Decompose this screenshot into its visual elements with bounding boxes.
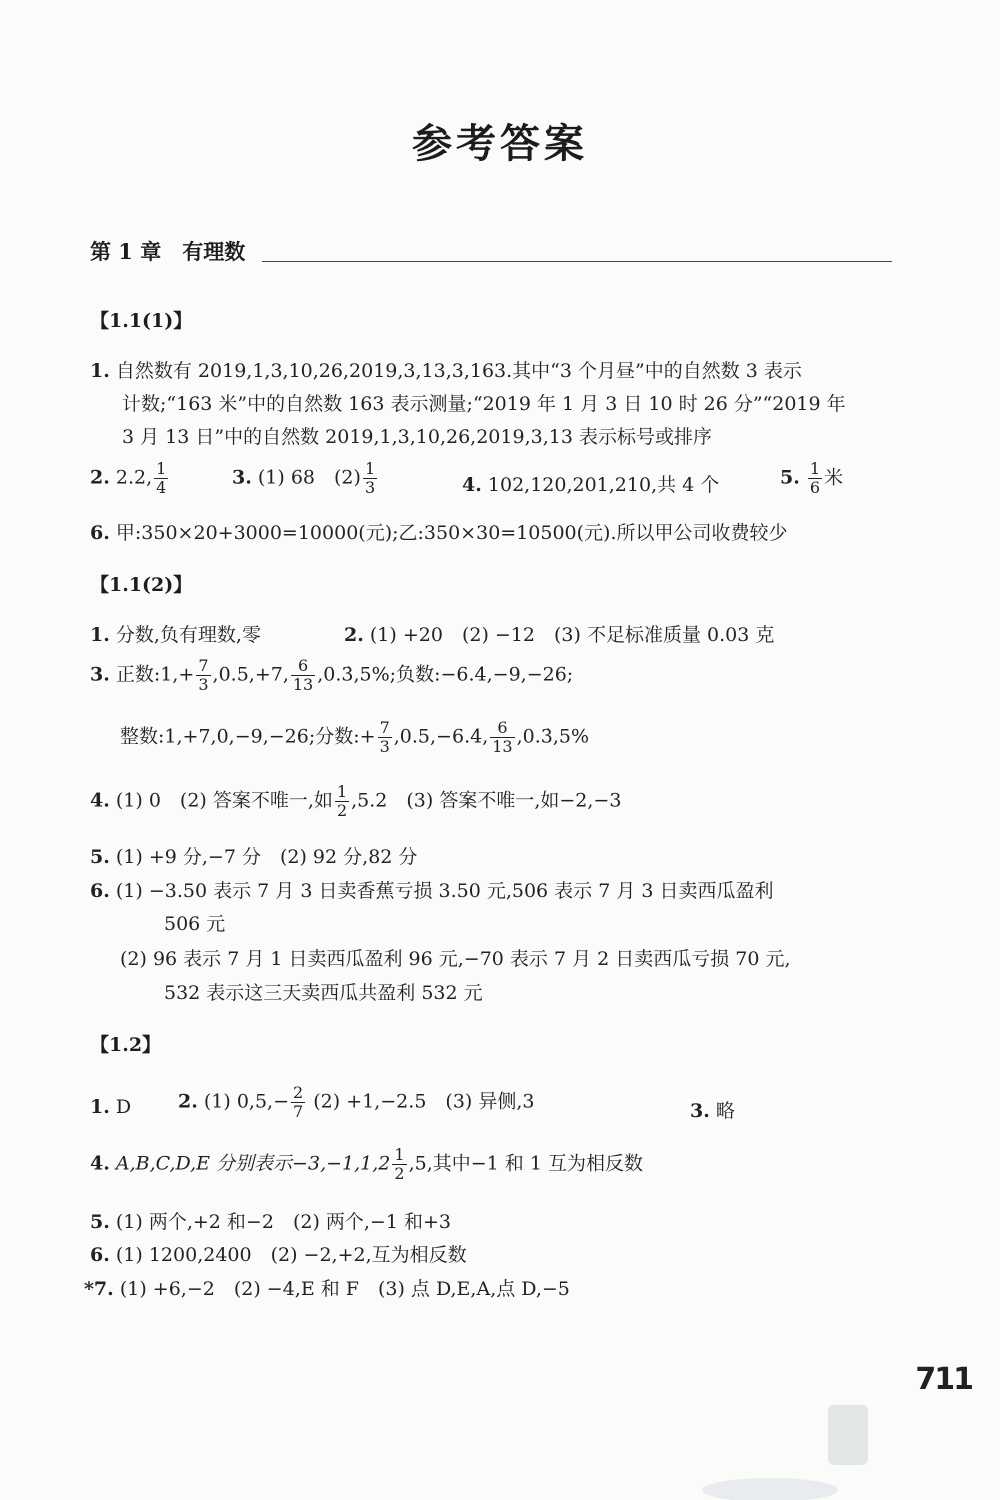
answer-1-1-2-q4	[90, 783, 621, 820]
answer-1-1-1-q1-line1	[90, 356, 802, 383]
question-number: 1.	[90, 1096, 110, 1118]
question-number: 4.	[462, 474, 482, 496]
fraction-numerator: 1	[364, 459, 376, 478]
question-number: 1.	[90, 624, 110, 646]
answer-1-1-1-q1-line3: 3 月 13 日”中的自然数 2019,1,3,10,26,2019,3,13 表示标号或排序	[122, 426, 712, 448]
answer-text: 略	[715, 1100, 735, 1122]
answer-text: (1) −3.50 表示 7 月 3 日卖香蕉亏损 3.50 元,506 表示 7 月 3 日卖西瓜盈利	[115, 880, 774, 902]
page-title: 参考答案	[412, 120, 588, 167]
fraction-numerator: 7	[198, 656, 209, 675]
fraction-denominator: 7	[293, 1102, 304, 1121]
answer-1-1-2-q2	[344, 620, 774, 647]
answer-1-2-q3	[690, 1096, 735, 1123]
answer-1-1-2-q6-line4: 532 表示这三天卖西瓜共盈利 532 元	[164, 982, 483, 1004]
question-number: 2.	[178, 1090, 198, 1113]
chapter-rule	[262, 261, 892, 262]
answer-1-1-1-q1-line2: 计数;“163 米”中的自然数 163 表示测量;“2019 年 1 月 3 日 10 时 26 分”“2019 年	[122, 393, 846, 415]
fraction-denominator: 13	[492, 737, 513, 756]
answer-text: (1) +6,−2 (2) −4,E 和 F (3) 点 D,E,A,点 D,−5	[119, 1278, 570, 1300]
fraction-numerator: 1	[394, 1145, 405, 1164]
answer-1-1-1-q6	[90, 518, 788, 545]
answer-text: A,B,C,D,E 分别表示−3,−1,1,2	[115, 1152, 391, 1175]
answer-1-2-q4	[90, 1146, 643, 1183]
answer-text: 甲:350×20+3000=10000(元);乙:350×30=10500(元).所以甲公司收费较少	[115, 522, 788, 544]
answer-1-2-q2	[178, 1084, 534, 1121]
question-number: *7.	[84, 1278, 114, 1300]
question-number: 5.	[780, 466, 800, 489]
section-heading-1-2: 【1.2】	[90, 1034, 162, 1056]
answer-text: ,5,其中−1 和 1 互为相反数	[408, 1152, 643, 1175]
fraction-denominator: 3	[364, 478, 376, 497]
answer-text: (1) 68 (2)	[257, 466, 361, 489]
answer-text: 整数:1,+7,0,−9,−26;分数:+	[120, 725, 376, 748]
answer-1-1-1-q4	[462, 470, 719, 497]
answer-1-2-q6	[90, 1240, 467, 1267]
answer-text: (1) 0,5,−	[203, 1090, 290, 1113]
answer-text: 自然数有 2019,1,3,10,26,2019,3,13,3,163.其中“3 个月昼”中的自然数 3 表示	[115, 360, 802, 382]
question-number: 3.	[90, 663, 110, 686]
fraction	[154, 460, 168, 497]
answer-1-1-2-q5	[90, 842, 417, 869]
fraction-denominator: 3	[198, 675, 209, 694]
answer-1-1-1-q2	[90, 460, 170, 497]
fraction-numerator: 7	[379, 718, 390, 737]
answer-1-1-1-q5	[780, 460, 843, 497]
question-number: 3.	[690, 1100, 710, 1122]
answer-text: ,5.2 (3) 答案不唯一,如−2,−3	[351, 789, 622, 812]
fraction-numerator: 1	[809, 459, 821, 478]
fraction	[335, 783, 349, 820]
fraction-denominator: 4	[156, 478, 167, 497]
fraction-numerator: 2	[293, 1083, 304, 1102]
fraction-denominator: 6	[809, 478, 821, 497]
fraction	[291, 657, 315, 694]
answer-text: (1) 0 (2) 答案不唯一,如	[115, 789, 333, 812]
chapter-heading: 第 1 章 有理数	[90, 239, 246, 264]
answer-text: (1) 1200,2400 (2) −2,+2,互为相反数	[115, 1244, 467, 1266]
answer-1-1-2-q3-line1	[90, 657, 573, 694]
fraction-numerator: 1	[336, 782, 348, 801]
question-number: 2.	[90, 466, 110, 489]
question-number: 4.	[90, 789, 110, 812]
answer-text: ,0.3̇,5%;负数:−6.4,−9,−26;	[317, 663, 574, 686]
question-number: 5.	[90, 1211, 110, 1233]
fraction-numerator: 6	[291, 657, 315, 676]
answer-text: D	[115, 1096, 132, 1118]
answer-text: 102,120,201,210,共 4 个	[487, 474, 720, 496]
fraction	[392, 1146, 406, 1183]
question-number: 5.	[90, 846, 110, 868]
answer-1-1-2-q6-line1	[90, 876, 774, 903]
fraction-numerator: 6	[490, 719, 514, 738]
answer-1-1-2-q3-line2	[120, 719, 589, 756]
section-heading-1-1-1: 【1.1(1)】	[90, 310, 193, 332]
question-number: 6.	[90, 880, 110, 902]
answer-text: (1) 两个,+2 和−2 (2) 两个,−1 和+3	[115, 1211, 451, 1233]
section-heading-1-1-2: 【1.1(2)】	[90, 574, 193, 596]
question-number: 2.	[344, 624, 364, 646]
question-number: 6.	[90, 522, 110, 544]
answer-text: ,0.5,+7,	[212, 663, 289, 686]
answer-text: 分数,负有理数,零	[115, 624, 261, 646]
question-number: 3.	[232, 466, 252, 489]
answer-text: (2) +1,−2.5 (3) 异侧,3	[313, 1090, 535, 1113]
answer-text: (1) +20 (2) −12 (3) 不足标准质量 0.03 克	[369, 624, 775, 646]
question-number: 1.	[90, 360, 110, 382]
page-number: 711	[915, 1362, 972, 1397]
answer-text: 正数:1,+	[115, 663, 195, 686]
answer-1-1-2-q6-line3: (2) 96 表示 7 月 1 日卖西瓜盈利 96 元,−70 表示 7 月 2 日卖西瓜亏损 70 元,	[120, 948, 791, 970]
answer-text: (1) +9 分,−7 分 (2) 92 分,82 分	[115, 846, 418, 868]
answer-1-2-q1	[90, 1096, 131, 1118]
watermark-smudge	[700, 1470, 840, 1500]
fraction	[363, 460, 377, 497]
answer-text: ,0.3̇,5%	[516, 725, 590, 748]
unit: 米	[824, 466, 844, 489]
fraction-denominator: 2	[394, 1164, 405, 1183]
answer-1-1-2-q1	[90, 620, 261, 647]
answer-1-1-2-q6-line2: 506 元	[164, 913, 226, 935]
fraction	[291, 1084, 305, 1121]
answer-1-2-q5	[90, 1207, 451, 1234]
fraction-denominator: 2	[336, 801, 348, 820]
fraction	[490, 719, 514, 756]
fraction-denominator: 13	[292, 675, 314, 694]
fraction	[808, 460, 822, 497]
question-number: 4.	[90, 1152, 110, 1175]
fraction-numerator: 1	[156, 459, 167, 478]
answer-1-2-q7	[84, 1274, 570, 1301]
answer-text: 2.2,	[115, 466, 153, 489]
question-number: 6.	[90, 1244, 110, 1266]
answer-1-1-1-q3	[232, 460, 379, 497]
answer-text: ,0.5,−6.4,	[393, 725, 489, 748]
fraction-denominator: 3	[379, 737, 390, 756]
fraction	[378, 719, 392, 756]
fraction	[196, 657, 210, 694]
